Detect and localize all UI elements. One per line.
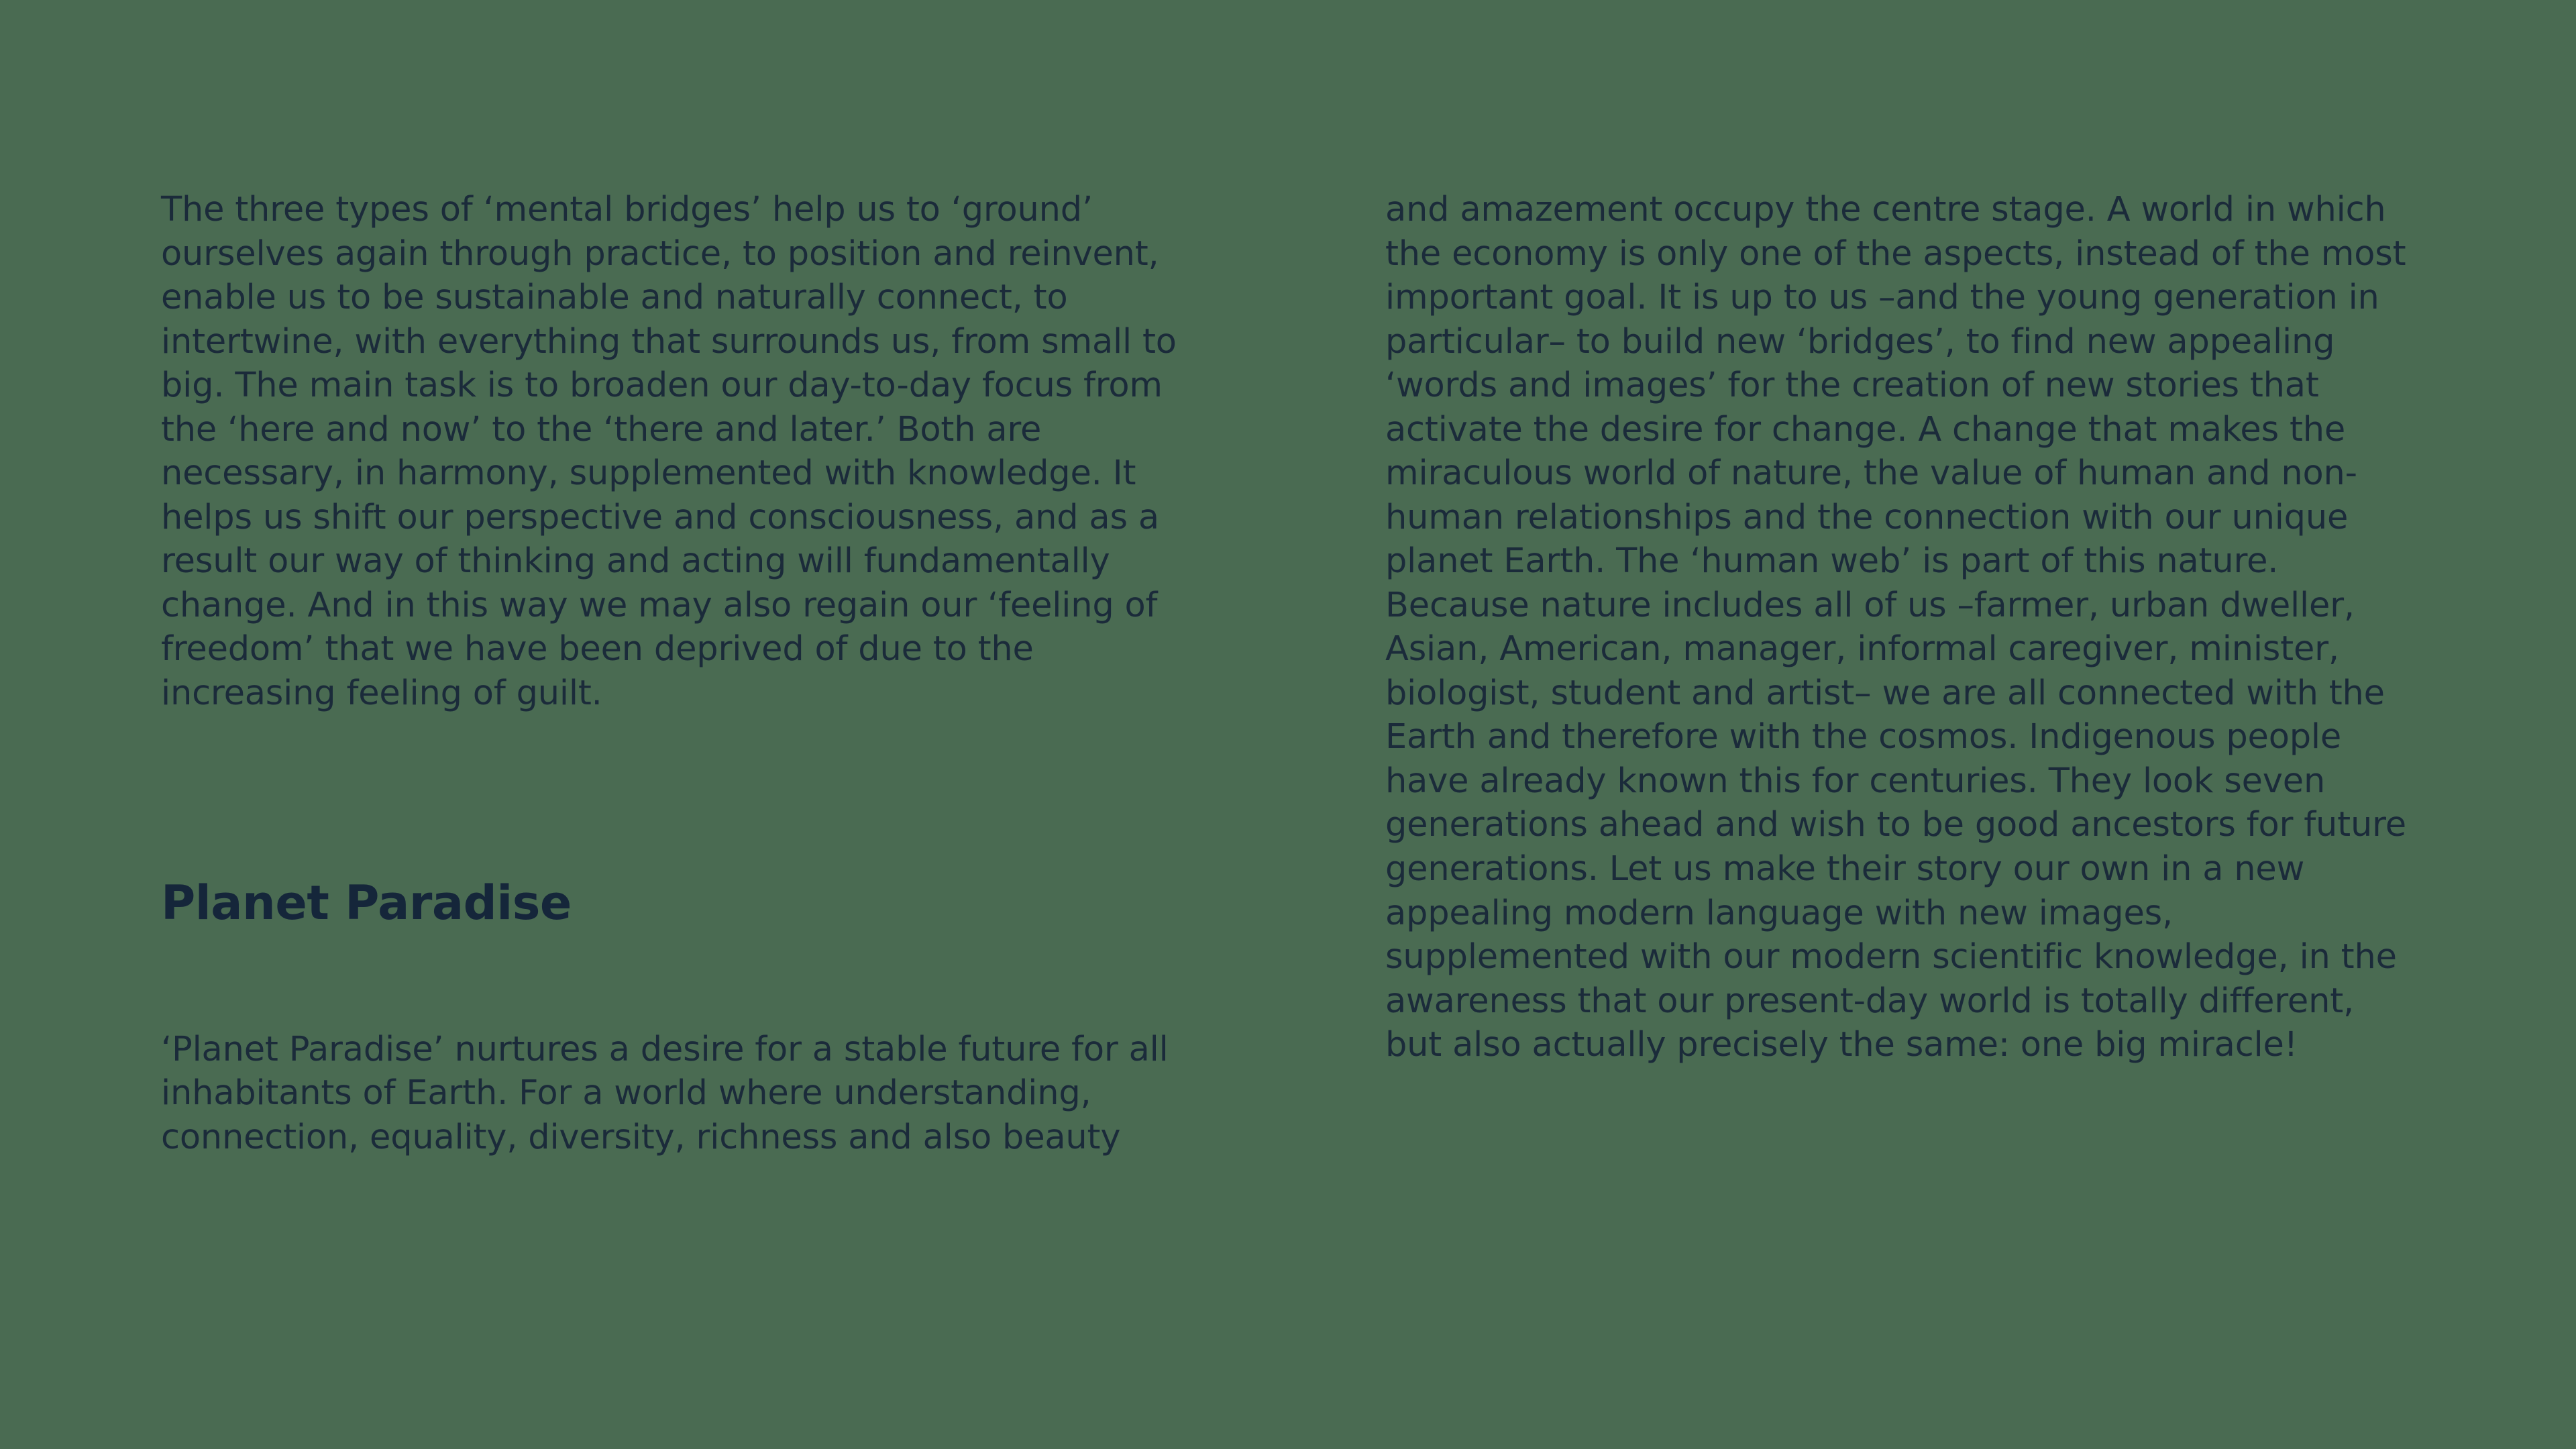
right-column-paragraph-1: and amazement occupy the centre stage. A world in which the economy is only one of the aspects, instead of the most important goal. It is up to us –and the young generation in particular– to build new ‘bridges’, to find new appealing ‘words and images’ for the creation of new stories that activate the desire for change. A change that makes the miraculous world of nature, the value of human and non-human relationships and the connection with our unique planet Earth. The ‘human web’ is part of this nature. Because nature includes all of us –farmer, urban dweller, Asian, American, manager, informal caregiver, minister, biologist, student and artist– we are all connected with the Earth and therefore with the cosmos. Indigenous people have already known this for centuries. They look seven generations ahead and wish to be good ancestors for future generations. Let us make their story our own in a new appealing modern language with new images, supplemented with our modern scientific knowledge, in the awareness that our present-day world is totally different, but also actually precisely the same: one big miracle! <box>1385 190 2406 1065</box>
two-column-layout <box>161 188 2415 1159</box>
section-heading-planet-paradise: Planet Paradise <box>161 875 572 931</box>
spacer-after-heading <box>161 930 1191 1028</box>
right-column <box>1385 188 2415 1159</box>
left-column-paragraph-2: ‘Planet Paradise’ nurtures a desire for a stable future for all inhabitants of Earth. For a world where understanding, connection, equality, diversity, richness and also beauty <box>161 1029 1169 1157</box>
left-column-paragraph-1: The three types of ‘mental bridges’ help us to ‘ground’ ourselves again through practice, to position and reinvent, enable us to be sustainable and naturally connect, to intertwine, with everything that surrounds us, from small to big. The main task is to broaden our day-to-day focus from the ‘here and now’ to the ‘there and later.’ Both are necessary, in harmony, supplemented with knowledge. It helps us shift our perspective and consciousness, and as a result our way of thinking and acting will fundamentally change. And in this way we may also regain our ‘feeling of freedom’ that we have been deprived of due to the increasing feeling of guilt. <box>161 190 1177 713</box>
spacer-before-heading <box>161 715 1191 876</box>
left-column <box>161 188 1191 1159</box>
